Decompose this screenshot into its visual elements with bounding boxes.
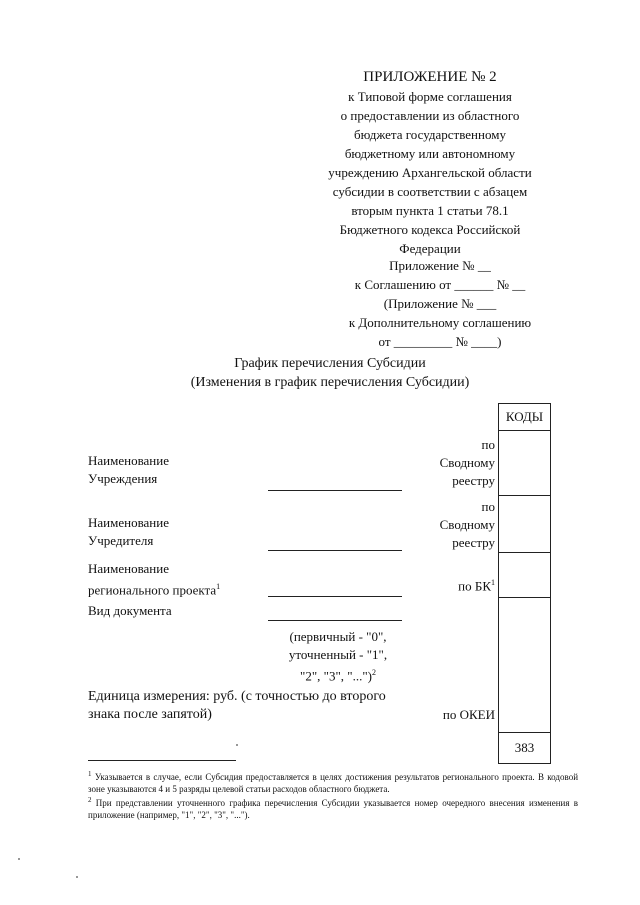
project-underline xyxy=(268,596,402,597)
footnote-ref-2[interactable]: 2 xyxy=(371,668,376,677)
footnote-mark-1: 1 xyxy=(88,770,92,778)
footnote-separator xyxy=(88,760,236,761)
footnote-1-text: Указывается в случае, если Субсидия предоставляется в целях достижения результатов регионального проекта. В кодовой зоне указываются 4 и 5 разряды целевой статьи расходов областного бюджета. xyxy=(88,772,579,794)
doctype-label: Вид документа xyxy=(88,603,172,618)
reference-line: к Дополнительному соглашению xyxy=(348,315,532,330)
footnote-ref-1[interactable]: 1 xyxy=(216,582,221,591)
heading-line: вторым пункта 1 статьи 78.1 xyxy=(351,203,509,218)
footnote-2 xyxy=(88,794,578,821)
document-title xyxy=(140,354,520,392)
heading-line: субсидии в соответствии с абзацем xyxy=(332,184,528,199)
title-line-1: График перечисления Субсидии xyxy=(234,356,426,371)
code-cell-institution xyxy=(499,431,551,496)
institution-underline xyxy=(268,490,402,491)
unit-label: Единица измерения: руб. (с точностью до второго знака после запятой) xyxy=(88,689,386,722)
code-cell-founder xyxy=(499,496,551,553)
title-line-2: (Изменения в график перечисления Субсидии) xyxy=(190,375,470,390)
footnote-ref-1[interactable]: 1 xyxy=(491,578,495,587)
codes-header: КОДЫ xyxy=(499,404,551,431)
heading-line: учреждению Архангельской области xyxy=(328,165,532,180)
agreement-reference xyxy=(320,256,560,351)
bk-code-label: по $БК^1$ xyxy=(458,578,495,594)
appendix-heading xyxy=(300,68,560,258)
code-cell-okei: 383 xyxy=(499,733,551,764)
founder-underline xyxy=(268,550,402,551)
heading-line: к Типовой форме соглашения xyxy=(348,89,512,104)
heading-line: бюджета государственному xyxy=(354,127,506,142)
scan-speck xyxy=(18,858,20,860)
okei-code-label: по ОКЕИ xyxy=(442,707,495,722)
heading-line: Федерации xyxy=(399,241,461,256)
heading-line: бюджетному или автономному xyxy=(344,146,516,161)
scan-speck xyxy=(76,876,78,878)
founder-code-label: по Сводному реестру xyxy=(439,499,495,550)
footnote-1 xyxy=(88,768,578,795)
doctype-hint: (первичный - "0", уточненный - "1", "2", "3", "...")$^2$ xyxy=(288,629,388,684)
doctype-underline xyxy=(268,620,402,621)
reference-line: Приложение № __ xyxy=(389,258,491,273)
institution-label: Наименование Учреждения xyxy=(88,453,169,486)
project-label: Наименование регионального проекта$^1$ xyxy=(88,561,221,598)
reference-line: к Соглашению от ______ № __ xyxy=(354,277,526,292)
code-cell-bk xyxy=(499,553,551,598)
heading-line: Бюджетного кодекса Российской xyxy=(339,222,521,237)
reference-line: от _________ № ____) xyxy=(378,334,502,349)
appendix-title: ПРИЛОЖЕНИЕ № 2 xyxy=(363,69,497,85)
footnote-mark-2: 2 xyxy=(88,796,92,804)
code-cell-doctype xyxy=(499,598,551,733)
reference-line: (Приложение № ___ xyxy=(383,296,497,311)
institution-code-label: по Сводному реестру xyxy=(439,437,495,488)
founder-label: Наименование Учредителя xyxy=(88,515,169,548)
scan-speck xyxy=(236,744,238,746)
codes-table xyxy=(498,403,551,764)
footnote-2-text: При представлении уточненного графика перечисления Субсидии указывается номер очередного внесения изменения в приложение (например, "1", "2", "3", "..."). xyxy=(88,798,578,820)
heading-line: о предоставлении из областного xyxy=(340,108,520,123)
